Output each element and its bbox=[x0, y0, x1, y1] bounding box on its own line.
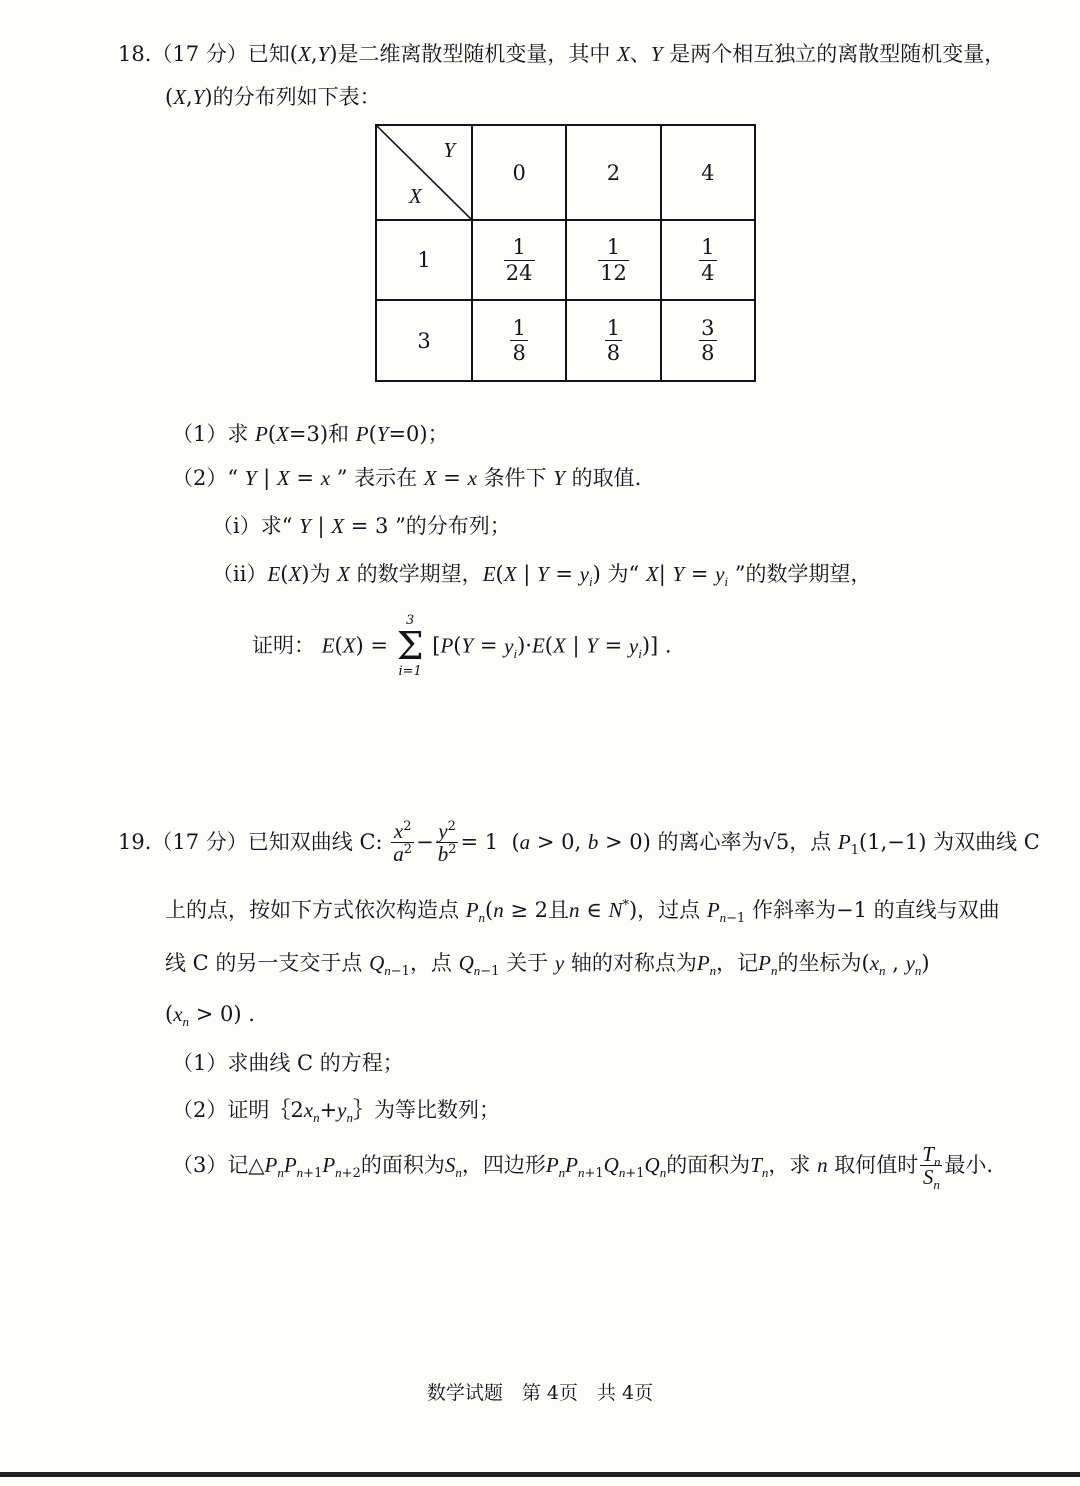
q19-line3: 线 C 的另一支交于点 $Q_{n-1}$，点 $Q_{n-1}$ 关于 y 轴的对称点为$P_n$，记$P_n$的坐标为($x_n$ , $y_n$) bbox=[165, 951, 930, 980]
q19-part3: （3）记$\triangle P_nP_{n+1}P_{n+2}$的面积为$S_n$，四边形$P_nP_{n+1}Q_{n+1}Q_n$的面积为$T_n$，求 n 取何值时 $\frac{T_n}{S_n}$ 最小. bbox=[172, 1142, 994, 1193]
table-corner-cell bbox=[376, 125, 472, 220]
q18-line2: (X,Y)的分布列如下表： bbox=[165, 85, 381, 109]
table-cell: $\frac{3}{8}$ bbox=[661, 300, 755, 381]
corner-y-label: Y bbox=[443, 138, 455, 162]
col-header: 2 bbox=[566, 125, 660, 220]
q18-part2: （2）“ Y | X = x ” 表示在 X = x 条件下 Y 的取值. bbox=[172, 466, 642, 490]
corner-x-label: X bbox=[409, 184, 422, 208]
table-cell: $\frac{1}{12}$ bbox=[566, 220, 660, 300]
q18-header: 18.（17 分）已知(X,Y)是二维离散型随机变量，其中 X、Y 是两个相互独立的离散型随机变量， bbox=[118, 42, 1006, 66]
proof-label: 证明： bbox=[252, 633, 315, 658]
table-cell: $\frac{1}{4}$ bbox=[661, 220, 755, 300]
summation-sign: 3 Σ i=1 bbox=[396, 613, 424, 679]
table-cell: $\frac{1}{8}$ bbox=[472, 300, 566, 381]
row-header: 1 bbox=[376, 220, 472, 300]
q19-line4: $(x_n > 0)$ . bbox=[165, 1002, 255, 1030]
table-cell: $\frac{1}{24}$ bbox=[472, 220, 566, 300]
q18-part2-ii: （ii）E(X)为 X 的数学期望，E(X | $Y = y_i$) 为“ X| $Y = y_i$ ”的数学期望， bbox=[212, 562, 872, 590]
col-header: 4 bbox=[661, 125, 755, 220]
q18-part1: （1）求 P(X=3)和 P(Y=0)； bbox=[172, 422, 449, 446]
scan-bottom-edge bbox=[0, 1472, 1080, 1477]
q18-part2-i: （i）求“ Y | X = 3 ”的分布列； bbox=[212, 514, 511, 538]
col-header: 0 bbox=[472, 125, 566, 220]
distribution-table bbox=[375, 124, 756, 382]
table-cell: $\frac{1}{8}$ bbox=[566, 300, 660, 381]
q19-line2: 上的点，按如下方式依次构造点 $P_n(n \ge 2$且n ∈ N*)，过点 $P_{n-1}$ 作斜率为−1 的直线与双曲 bbox=[165, 898, 1000, 927]
q19-header: 19.（17 分）已知双曲线 C: $\frac{x^2}{a^2}$ − $\frac{y^2}{b^2}$ = 1 (a > 0, b > 0) 的离心率为√5，点 $P_1(1,-1)$ 为双曲线 C bbox=[118, 819, 1040, 867]
q19-part2: （2）证明$\{2x_n+y_n\}$为等比数列； bbox=[172, 1098, 500, 1126]
page-footer: 数学试题 第 4页 共 4页 bbox=[426, 1382, 654, 1404]
q19-part1: （1）求曲线 C 的方程； bbox=[172, 1051, 404, 1075]
q18-proof: 证明： E(X) = 3 Σ i=1 [$P(Y = y_i)\cdot E(X$ | $Y = y_i$)] . bbox=[252, 613, 672, 679]
row-header: 3 bbox=[376, 300, 472, 381]
